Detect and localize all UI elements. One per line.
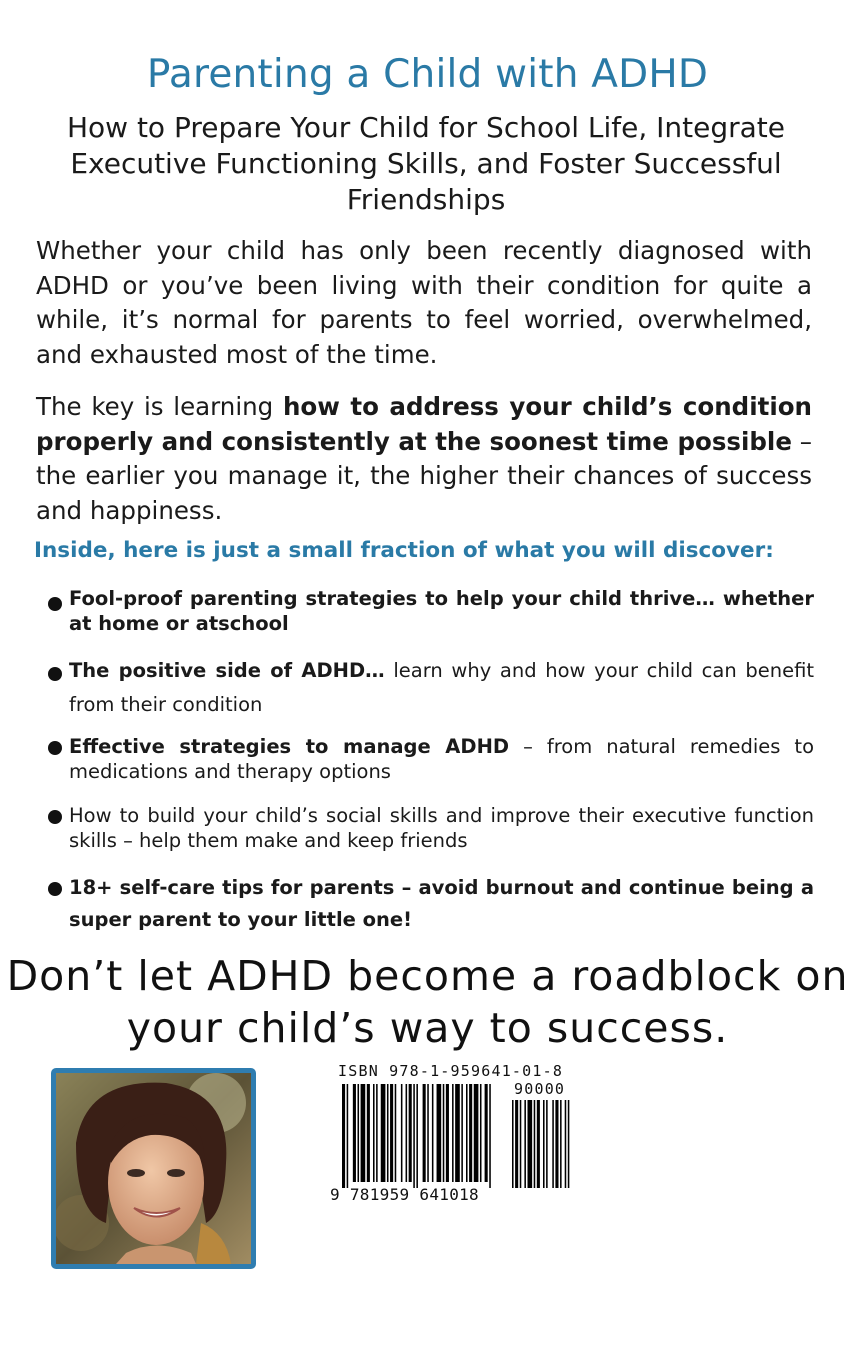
addon-bar — [546, 1100, 548, 1188]
barcode-bar — [395, 1084, 397, 1182]
barcode-bar — [489, 1084, 491, 1188]
bullet-list — [48, 586, 814, 936]
addon-bar — [555, 1100, 558, 1188]
barcode-bar — [427, 1084, 429, 1182]
barcode-bar — [413, 1084, 415, 1188]
list-item — [48, 872, 814, 936]
bullet-dot-icon — [48, 597, 62, 611]
bullet-dot-icon — [48, 810, 62, 824]
book-title: Parenting a Child with ADHD — [146, 52, 709, 97]
bullet-dot-icon — [48, 741, 62, 755]
barcode-bar — [469, 1084, 472, 1182]
addon-bar — [537, 1100, 540, 1188]
barcode-bar — [381, 1084, 386, 1182]
bullet-dot-icon — [48, 882, 62, 896]
author-portrait-image — [56, 1073, 251, 1264]
inside-heading: Inside, here is just a small fraction of what you will discover: — [34, 538, 774, 563]
addon-bar — [560, 1100, 562, 1188]
addon-bar — [568, 1100, 570, 1188]
bullet-bold: Effective strategies to manage ADHD — [69, 735, 510, 758]
addon-bar — [534, 1100, 536, 1188]
barcode-bar — [390, 1084, 393, 1182]
isbn-text: ISBN 978-1-959641-01-8 — [338, 1062, 564, 1080]
price-code: 90000 — [514, 1080, 566, 1098]
barcode-bar — [466, 1084, 468, 1182]
intro-paragraph: Whether your child has only been recently diagnosed with ADHD or you’ve been living with their condition for quite a while, it’s normal for parents to feel worried, overwhelmed, and exhausted most of the time. — [36, 236, 812, 369]
barcode-bar — [452, 1084, 454, 1182]
list-item — [48, 803, 814, 853]
barcode-bar — [480, 1084, 482, 1182]
bullet-dot-icon — [48, 667, 62, 681]
key-bold: how to address your child’s condition properly and consistently at the soonest time possible — [36, 392, 812, 456]
list-item — [48, 586, 814, 636]
bullet-bold: Fool-proof parenting strategies to help your child thrive… whether at home or atschool — [69, 587, 814, 635]
barcode-bar — [342, 1084, 345, 1188]
ean-number: 9 781959 641018 — [330, 1185, 479, 1204]
addon-bar — [512, 1100, 514, 1188]
barcode-bar — [485, 1084, 488, 1182]
barcode-bar — [455, 1084, 460, 1182]
barcode-bar — [376, 1084, 378, 1182]
barcode-bar — [401, 1084, 403, 1182]
barcode-bar — [361, 1084, 366, 1182]
key-rest: – the earlier you manage it, the higher their chances of success and happiness. — [36, 426, 812, 525]
bullet-bold: 18+ self-care tips for parents – avoid burnout and continue being a super parent to your little one! — [69, 876, 814, 931]
barcode-bar — [443, 1084, 445, 1182]
addon-bar — [515, 1100, 518, 1188]
addon-bar — [520, 1100, 522, 1188]
key-lead: The key is learning — [36, 392, 283, 421]
barcode-bar — [461, 1084, 463, 1182]
bullet-text: How to build your child’s social skills and improve their executive function skills – help them make and keep friends — [69, 804, 814, 852]
barcode-bar — [367, 1084, 370, 1182]
addon-bar — [565, 1100, 567, 1188]
bullet-bold: The positive side of ADHD… — [69, 659, 385, 682]
barcode-bar — [353, 1084, 356, 1182]
barcode-bar — [406, 1084, 408, 1182]
list-item — [48, 734, 814, 784]
barcode-bar — [416, 1084, 418, 1188]
addon-bar — [524, 1100, 526, 1188]
author-photo — [51, 1068, 256, 1269]
barcode-bar — [474, 1084, 479, 1182]
barcode-bar — [347, 1084, 349, 1188]
barcode-bar — [409, 1084, 412, 1182]
addon-bar — [552, 1100, 554, 1188]
barcode-bar — [423, 1084, 426, 1182]
barcode-bar — [446, 1084, 449, 1182]
barcode-bar — [437, 1084, 442, 1182]
bullet-text: – from natural remedies to medications and therapy options — [69, 735, 814, 783]
addon-bar — [528, 1100, 533, 1188]
isbn-barcode — [328, 1060, 592, 1210]
list-item — [48, 654, 814, 722]
bullet-text: learn why and how your child can benefit from their condition — [69, 659, 814, 716]
barcode-bar — [432, 1084, 434, 1182]
barcode-bar — [373, 1084, 375, 1182]
book-subtitle: How to Prepare Your Child for School Life, Integrate Executive Functioning Skills, and Foster Successful Friendships — [66, 111, 786, 216]
barcode-bar — [358, 1084, 360, 1182]
key-paragraph — [36, 390, 812, 528]
barcode-bar — [387, 1084, 389, 1182]
tagline: Don’t let ADHD become a roadblock on your child’s way to success. — [6, 952, 849, 1052]
addon-bar — [543, 1100, 545, 1188]
